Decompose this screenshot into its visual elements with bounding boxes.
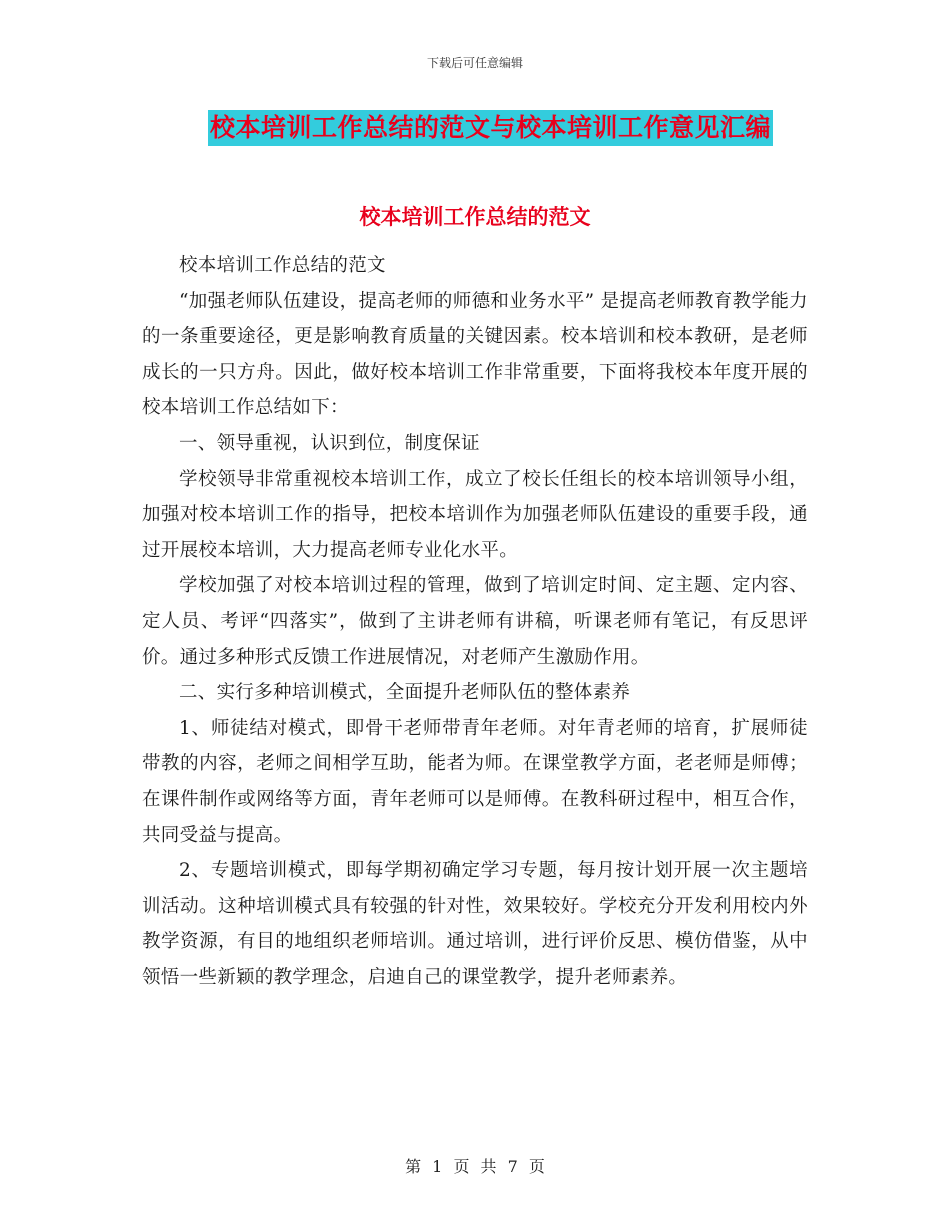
section-title: 校本培训工作总结的范文: [359, 205, 591, 229]
header-note: 下载后可任意编辑: [426, 56, 523, 70]
heading-section-2: 二、实行多种培训模式，全面提升老师队伍的整体素养: [179, 682, 631, 704]
paragraph-mentoring: 1、师徒结对模式，即骨干老师带青年老师。对年青老师的培育，扩展师徒带教的内容，老师之间相学互助，能者为师。在课堂教学方面，老老师是师傅；在课件制作或网络等方面，青年老师可以是师傅。在教科研过程中，相互合作，共同受益与提高。: [142, 717, 808, 846]
document-body: [142, 248, 808, 995]
paragraph-management: 学校加强了对校本培训过程的管理，做到了培训定时间、定主题、定内容、定人员、考评“四落实”，做到了主讲老师有讲稿，听课老师有笔记，有反思评价。通过多种形式反馈工作进展情况，对老师产生激励作用。: [142, 575, 808, 668]
main-title-container: [208, 110, 788, 146]
heading-section-1: 一、领导重视，认识到位，制度保证: [179, 432, 480, 454]
paragraph-intro: “加强老师队伍建设，提高老师的师德和业务水平” 是提高老师教育教学能力的一条重要途径，更是影响教育质量的关键因素。校本培训和校本教研，是老师成长的一只方舟。因此，做好校本培训工作非常重要，下面将我校本年度开展的校本培训工作总结如下：: [142, 290, 808, 419]
paragraph-leadership: 学校领导非常重视校本培训工作，成立了校长任组长的校本培训领导小组，加强对校本培训工作的指导，把校本培训作为加强老师队伍建设的重要手段，通过开展校本培训，大力提高老师专业化水平。: [142, 468, 808, 561]
paragraph-subtitle: 校本培训工作总结的范文: [179, 255, 386, 276]
main-title: 校本培训工作总结的范文与校本培训工作意见汇编: [208, 110, 773, 146]
paragraph-topic-training: 2、专题培训模式，即每学期初确定学习专题，每月按计划开展一次主题培训活动。这种培训模式具有较强的针对性，效果较好。学校充分开发利用校内外教学资源，有目的地组织老师培训。通过培训，进行评价反思、模仿借鉴，从中领悟一些新颖的教学理念，启迪自己的课堂教学，提升老师素养。: [142, 860, 808, 988]
page-number-footer: 第 1 页 共 7 页: [405, 1157, 545, 1176]
